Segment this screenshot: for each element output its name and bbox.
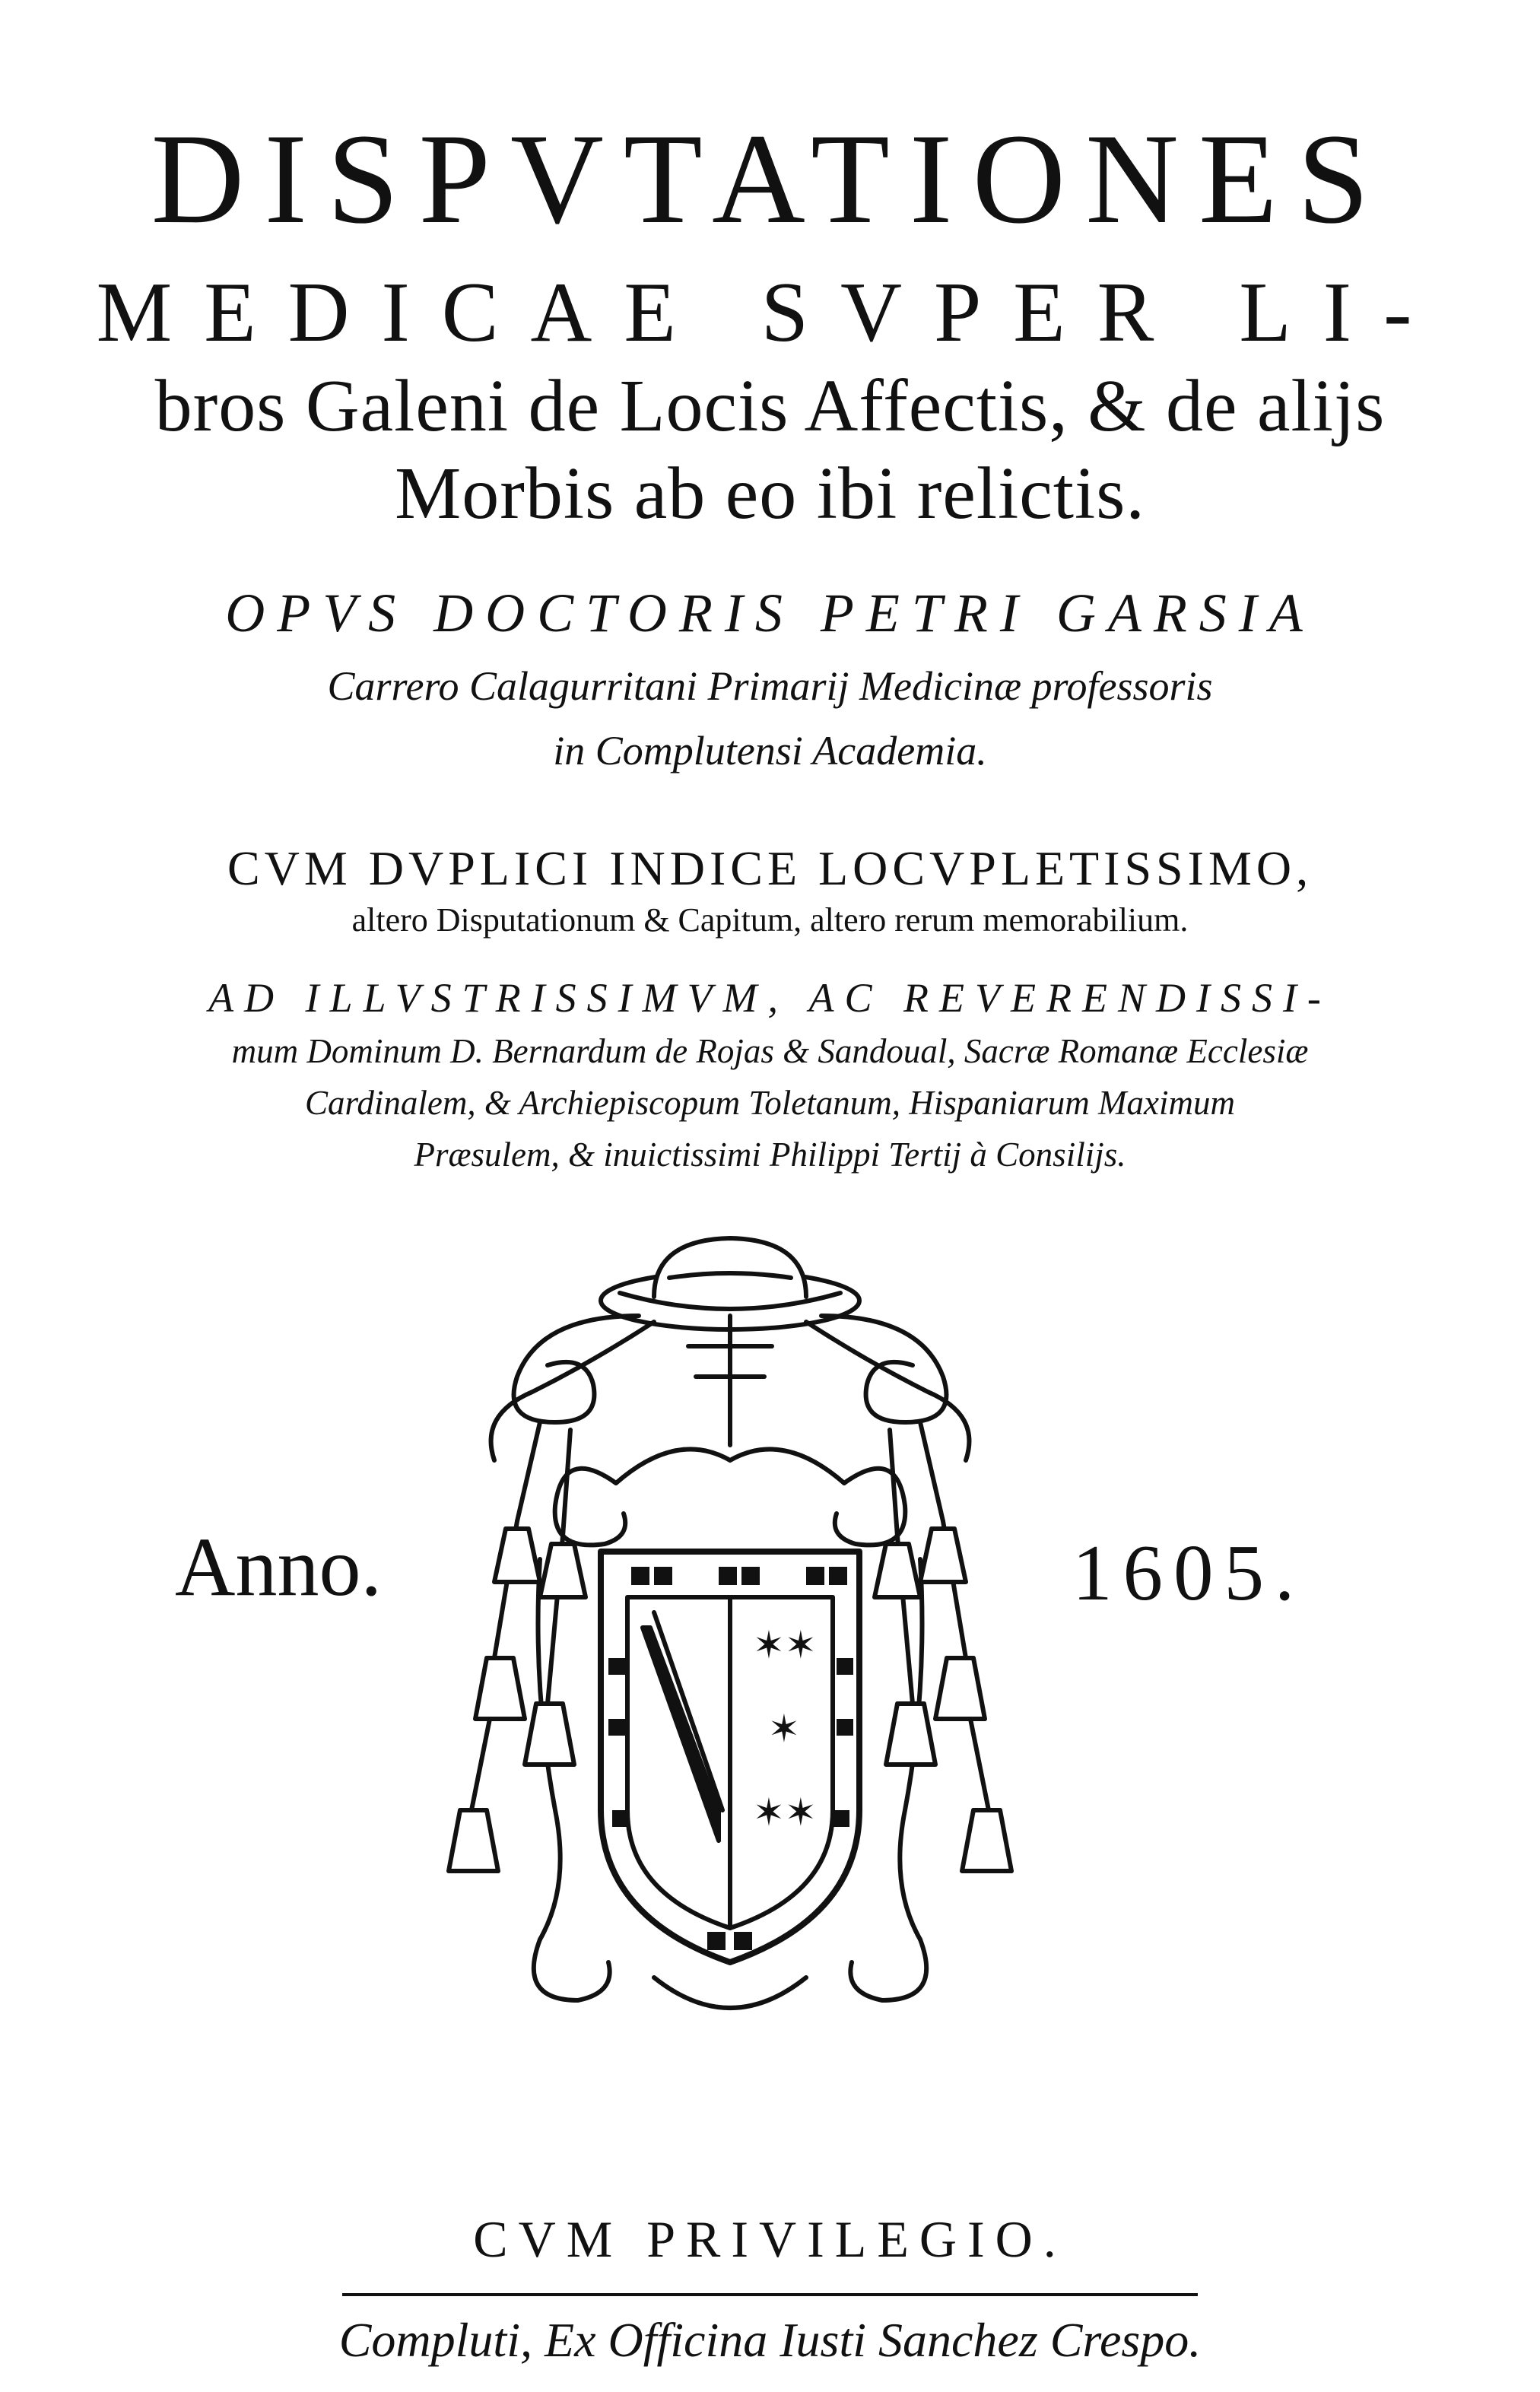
title-main: DISPVTATIONES [151, 107, 1389, 250]
horizontal-rule [342, 2293, 1198, 2296]
svg-text:✶: ✶ [768, 1707, 800, 1751]
base-scroll [654, 1977, 806, 2008]
title-subtitle-line-3: Morbis ab eo ibi relictis. [395, 453, 1145, 535]
title-subtitle-line-2: bros Galeni de Locis Affectis, & de alijs [154, 365, 1386, 447]
index-line-1: CVM DVPLICI INDICE LOCVPLETISSIMO, [227, 841, 1313, 895]
dedication-line-3: Cardinalem, & Archiepiscopum Toletanum, Hispaniarum Maximum [305, 1084, 1235, 1122]
anno-year: 1605. [1072, 1528, 1306, 1617]
dedication-line-2: mum Dominum D. Bernardum de Rojas & Sandoual, Sacræ Romanæ Ecclesiæ [231, 1032, 1309, 1070]
author-line-1: OPVS DOCTORIS PETRI GARSIA [225, 583, 1315, 643]
title-subtitle-line-1: MEDICAE SVPER LI- [96, 265, 1444, 360]
author-line-2: Carrero Calagurritani Primarij Medicinæ professoris [327, 663, 1213, 709]
cardinal-coat-of-arms-icon [426, 1232, 1034, 2152]
index-line-2: altero Disputationum & Capitum, altero rerum memorabilium. [351, 901, 1189, 939]
svg-text:✶✶: ✶✶ [753, 1790, 817, 1835]
cross-icon [688, 1316, 772, 1445]
svg-text:✶✶: ✶✶ [753, 1623, 817, 1667]
author-line-3: in Complutensi Academia. [553, 728, 987, 774]
imprint-line: Compluti, Ex Officina Iusti Sanchez Crespo. [338, 2313, 1202, 2367]
dedication-line-1: AD ILLVSTRISSIMVM, AC REVERENDISSI- [208, 975, 1332, 1021]
shield-icon [601, 1552, 859, 1962]
privilege-line: CVM PRIVILEGIO. [473, 2210, 1067, 2268]
anno-label: Anno. [175, 1520, 382, 1613]
dedication-line-4: Præsulem, & inuictissimi Philippi Tertij à Consilijs. [414, 1136, 1126, 1174]
